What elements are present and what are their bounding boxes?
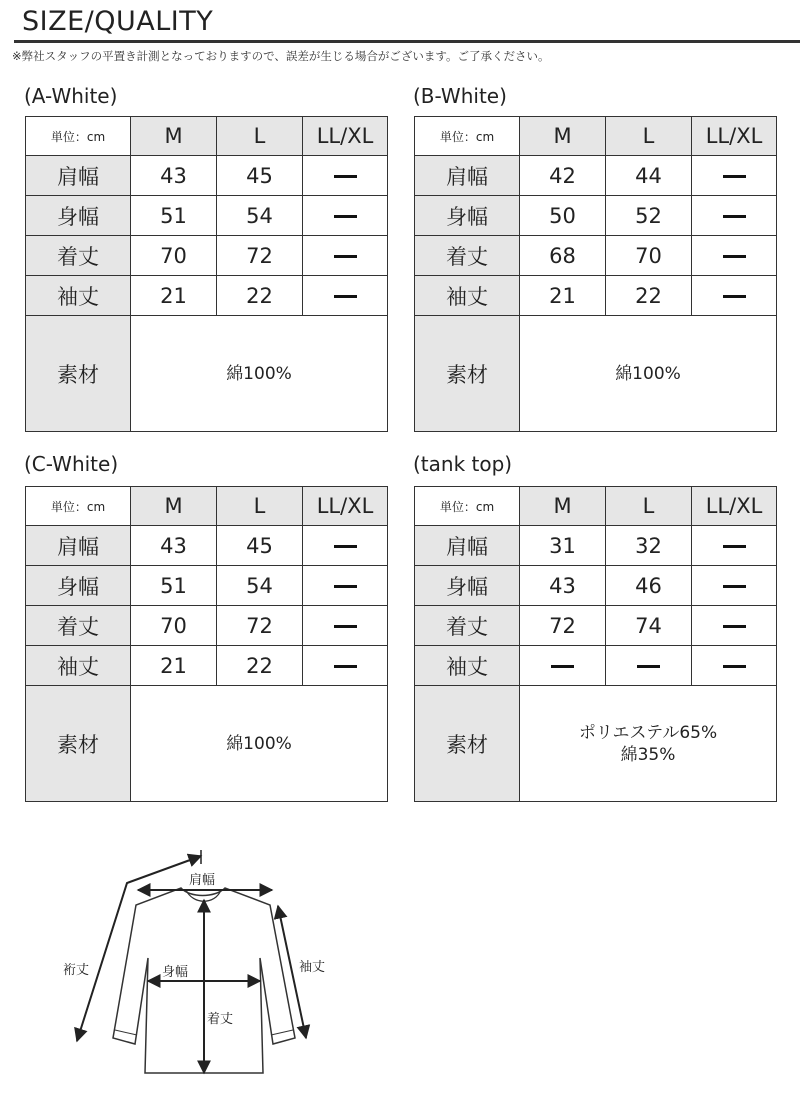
table-row (415, 196, 777, 236)
material-value-cell (131, 316, 388, 432)
value-cell: 51 (131, 196, 217, 236)
value-cell: 22 (217, 276, 303, 316)
value-cell (303, 276, 388, 316)
dash-mark (334, 585, 357, 588)
label-chest: 身幅 (162, 965, 189, 980)
label-sleeve: 袖丈 (299, 960, 326, 975)
material-row (26, 316, 388, 432)
dash-mark (334, 255, 357, 258)
material-label-cell: 素材 (415, 686, 520, 802)
row-label-cell: 袖丈 (26, 276, 131, 316)
table-row (415, 276, 777, 316)
material-value-cell (520, 686, 777, 802)
value-cell: 42 (520, 156, 606, 196)
value-cell (692, 196, 777, 236)
garment-measurement-diagram (55, 848, 355, 1088)
measurement-note: ※弊社スタッフの平置き計測となっておりますので、誤差が生じる場合がございます。ご了承ください。 (12, 49, 550, 63)
value-cell: 52 (606, 196, 692, 236)
value-cell (692, 606, 777, 646)
table-row (415, 646, 777, 686)
value-cell: 46 (606, 566, 692, 606)
dash-mark (551, 665, 574, 668)
dash-mark (334, 215, 357, 218)
table-row (26, 276, 388, 316)
value-cell: 51 (131, 566, 217, 606)
dash-mark (723, 295, 746, 298)
table-row (415, 156, 777, 196)
row-label-cell: 身幅 (26, 566, 131, 606)
row-label-cell: 着丈 (26, 236, 131, 276)
table-row (415, 606, 777, 646)
row-label-cell: 肩幅 (26, 156, 131, 196)
value-cell: 50 (520, 196, 606, 236)
dash-mark (723, 665, 746, 668)
value-cell (606, 646, 692, 686)
value-cell: 21 (131, 646, 217, 686)
value-cell: 21 (131, 276, 217, 316)
value-cell: 31 (520, 526, 606, 566)
title-divider (14, 40, 800, 43)
material-row (415, 316, 777, 432)
dash-mark (637, 665, 660, 668)
value-cell (692, 646, 777, 686)
value-cell: 45 (217, 156, 303, 196)
table-label: (C-White) (24, 452, 119, 476)
value-cell: 44 (606, 156, 692, 196)
row-label-cell: 身幅 (415, 196, 520, 236)
size-header-cell: L (217, 487, 303, 526)
table-row (26, 526, 388, 566)
unit-cell: 単位：cm (26, 487, 131, 526)
row-label-cell: 着丈 (415, 606, 520, 646)
value-cell (303, 236, 388, 276)
dash-mark (723, 625, 746, 628)
value-cell: 43 (520, 566, 606, 606)
table-header-row (26, 117, 388, 156)
size-header-cell: M (520, 487, 606, 526)
size-header-cell: LL/XL (303, 487, 388, 526)
table-label: (tank top) (413, 452, 513, 476)
value-cell: 70 (131, 236, 217, 276)
table-row (415, 566, 777, 606)
material-label-cell: 素材 (26, 316, 131, 432)
size-header-cell: M (520, 117, 606, 156)
size-table (414, 486, 777, 802)
table-row (415, 526, 777, 566)
unit-cell: 単位：cm (26, 117, 131, 156)
value-cell (692, 566, 777, 606)
row-label-cell: 袖丈 (415, 276, 520, 316)
value-cell (303, 156, 388, 196)
table-label: (A-White) (24, 84, 118, 108)
value-cell (692, 236, 777, 276)
value-cell: 72 (520, 606, 606, 646)
value-cell: 72 (217, 606, 303, 646)
value-cell: 22 (217, 646, 303, 686)
unit-cell: 単位：cm (415, 487, 520, 526)
label-shoulder: 肩幅 (189, 873, 216, 888)
value-cell: 21 (520, 276, 606, 316)
size-header-cell: M (131, 487, 217, 526)
value-cell: 70 (131, 606, 217, 646)
material-label-cell: 素材 (26, 686, 131, 802)
dash-mark (723, 255, 746, 258)
material-row (415, 686, 777, 802)
size-table (25, 116, 388, 432)
dash-mark (334, 665, 357, 668)
table-row (26, 646, 388, 686)
table-row (26, 156, 388, 196)
size-header-cell: M (131, 117, 217, 156)
material-row (26, 686, 388, 802)
value-cell: 22 (606, 276, 692, 316)
unit-cell: 単位：cm (415, 117, 520, 156)
row-label-cell: 袖丈 (415, 646, 520, 686)
value-cell (303, 566, 388, 606)
size-table (25, 486, 388, 802)
material-line: 綿100% (226, 733, 292, 754)
value-cell (692, 526, 777, 566)
material-line: 綿100% (226, 363, 292, 384)
table-row (26, 196, 388, 236)
value-cell (303, 606, 388, 646)
row-label-cell: 身幅 (415, 566, 520, 606)
dash-mark (723, 215, 746, 218)
size-header-cell: L (217, 117, 303, 156)
value-cell: 74 (606, 606, 692, 646)
table-row (415, 236, 777, 276)
size-table (414, 116, 777, 432)
page-title: SIZE/QUALITY (22, 6, 214, 37)
table-header-row (26, 487, 388, 526)
value-cell: 72 (217, 236, 303, 276)
value-cell: 43 (131, 526, 217, 566)
row-label-cell: 肩幅 (26, 526, 131, 566)
size-header-cell: LL/XL (692, 117, 777, 156)
size-header-cell: L (606, 487, 692, 526)
table-row (26, 566, 388, 606)
size-header-cell: LL/XL (303, 117, 388, 156)
value-cell (692, 156, 777, 196)
value-cell (303, 196, 388, 236)
label-yuki: 裄丈 (63, 963, 90, 978)
value-cell (520, 646, 606, 686)
value-cell: 54 (217, 196, 303, 236)
row-label-cell: 袖丈 (26, 646, 131, 686)
dash-mark (334, 625, 357, 628)
size-header-cell: L (606, 117, 692, 156)
material-line: 綿100% (615, 363, 681, 384)
dash-mark (723, 175, 746, 178)
value-cell: 70 (606, 236, 692, 276)
row-label-cell: 着丈 (26, 606, 131, 646)
dash-mark (334, 175, 357, 178)
row-label-cell: 肩幅 (415, 156, 520, 196)
material-line: ポリエステル65% (578, 722, 718, 743)
value-cell: 68 (520, 236, 606, 276)
row-label-cell: 身幅 (26, 196, 131, 236)
material-label-cell: 素材 (415, 316, 520, 432)
value-cell: 45 (217, 526, 303, 566)
table-header-row (415, 117, 777, 156)
dash-mark (334, 545, 357, 548)
value-cell (303, 646, 388, 686)
value-cell (303, 526, 388, 566)
table-label: (B-White) (413, 84, 507, 108)
value-cell: 54 (217, 566, 303, 606)
material-value-cell (131, 686, 388, 802)
row-label-cell: 着丈 (415, 236, 520, 276)
dash-mark (723, 545, 746, 548)
table-header-row (415, 487, 777, 526)
material-value-cell (520, 316, 777, 432)
value-cell: 32 (606, 526, 692, 566)
value-cell (692, 276, 777, 316)
dash-mark (334, 295, 357, 298)
table-row (26, 236, 388, 276)
value-cell: 43 (131, 156, 217, 196)
label-length: 着丈 (207, 1012, 234, 1027)
dash-mark (723, 585, 746, 588)
material-line: 綿35% (620, 744, 676, 765)
size-header-cell: LL/XL (692, 487, 777, 526)
row-label-cell: 肩幅 (415, 526, 520, 566)
table-row (26, 606, 388, 646)
